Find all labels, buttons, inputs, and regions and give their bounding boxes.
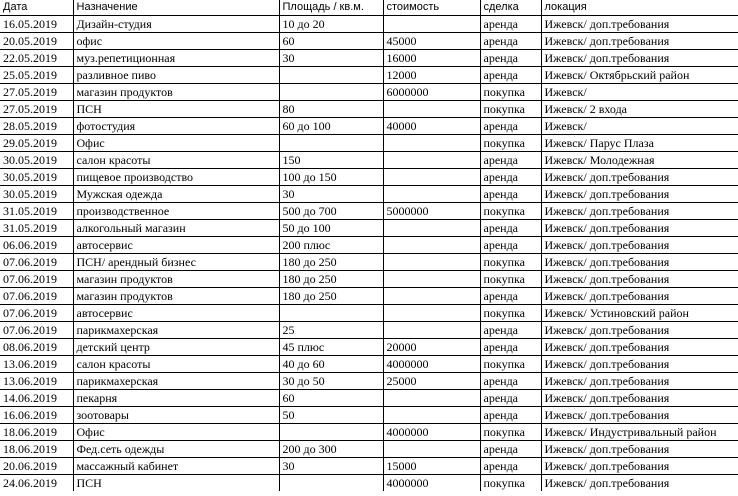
cell-cost[interactable]: 15000 [383, 458, 480, 475]
cell-cost[interactable] [383, 101, 480, 118]
cell-deal[interactable]: аренда [480, 16, 541, 33]
cell-date[interactable]: 27.05.2019 [0, 84, 73, 101]
cell-area[interactable] [279, 305, 383, 322]
cell-date[interactable]: 07.06.2019 [0, 254, 73, 271]
cell-cost[interactable] [383, 16, 480, 33]
table-row [0, 373, 738, 390]
cell-date[interactable]: 30.05.2019 [0, 169, 73, 186]
cell-date[interactable]: 18.06.2019 [0, 441, 73, 458]
cell-cost[interactable]: 25000 [383, 373, 480, 390]
table-row [0, 84, 738, 101]
cell-date[interactable]: 18.06.2019 [0, 424, 73, 441]
cell-cost[interactable] [383, 322, 480, 339]
cell-area[interactable]: 30 [279, 50, 383, 67]
cell-location[interactable]: Ижевск/ доп.требования [541, 288, 738, 305]
cell-date[interactable]: 22.05.2019 [0, 50, 73, 67]
cell-cost[interactable] [383, 135, 480, 152]
cell-deal[interactable]: покупка [480, 271, 541, 288]
table-row [0, 322, 738, 339]
cell-deal[interactable]: аренда [480, 458, 541, 475]
cell-location[interactable]: Ижевск/ доп.требования [541, 356, 738, 373]
cell-area[interactable]: 45 плюс [279, 339, 383, 356]
cell-purpose[interactable]: автосервис [73, 305, 279, 322]
table-row [0, 16, 738, 33]
cell-deal[interactable]: покупка [480, 135, 541, 152]
cell-location[interactable]: Ижевск/ доп.требования [541, 407, 738, 424]
header-date[interactable]: Дата [0, 0, 73, 16]
cell-deal[interactable]: аренда [480, 118, 541, 135]
cell-purpose[interactable]: ПСН/ арендный бизнес [73, 254, 279, 271]
cell-deal[interactable]: аренда [480, 186, 541, 203]
cell-area[interactable]: 50 до 100 [279, 220, 383, 237]
cell-deal[interactable]: покупка [480, 84, 541, 101]
cell-purpose[interactable]: Фед.сеть одежды [73, 441, 279, 458]
cell-cost[interactable]: 16000 [383, 50, 480, 67]
cell-area[interactable] [279, 84, 383, 101]
cell-purpose[interactable]: зоотовары [73, 407, 279, 424]
cell-area[interactable]: 30 до 50 [279, 373, 383, 390]
cell-area[interactable]: 80 [279, 101, 383, 118]
cell-area[interactable]: 60 [279, 33, 383, 50]
cell-area[interactable]: 180 до 250 [279, 271, 383, 288]
table-row [0, 288, 738, 305]
table-row [0, 305, 738, 322]
cell-cost[interactable] [383, 407, 480, 424]
cell-location[interactable]: Ижевск/ доп.требования [541, 254, 738, 271]
cell-deal[interactable]: аренда [480, 169, 541, 186]
cell-date[interactable]: 16.06.2019 [0, 407, 73, 424]
cell-location[interactable]: Ижевск/ Устиновский район [541, 305, 738, 322]
cell-location[interactable]: Ижевск/ Молодежная [541, 152, 738, 169]
cell-deal[interactable]: аренда [480, 390, 541, 407]
table-row [0, 237, 738, 254]
cell-location[interactable]: Ижевск/ [541, 118, 738, 135]
cell-cost[interactable] [383, 305, 480, 322]
cell-date[interactable]: 07.06.2019 [0, 305, 73, 322]
cell-area[interactable] [279, 135, 383, 152]
cell-deal[interactable]: аренда [480, 441, 541, 458]
cell-area[interactable]: 10 до 20 [279, 16, 383, 33]
table-row [0, 101, 738, 118]
table-row [0, 424, 738, 441]
table-row [0, 458, 738, 475]
table-row [0, 50, 738, 67]
cell-purpose[interactable]: пищевое производство [73, 169, 279, 186]
cell-area[interactable]: 40 до 60 [279, 356, 383, 373]
cell-date[interactable]: 30.05.2019 [0, 152, 73, 169]
cell-cost[interactable]: 12000 [383, 67, 480, 84]
cell-cost[interactable]: 4000000 [383, 424, 480, 441]
cell-area[interactable] [279, 424, 383, 441]
cell-location[interactable]: Ижевск/ Парус Плаза [541, 135, 738, 152]
cell-purpose[interactable]: массажный кабинет [73, 458, 279, 475]
cell-date[interactable]: 29.05.2019 [0, 135, 73, 152]
cell-cost[interactable] [383, 441, 480, 458]
cell-area[interactable]: 60 до 100 [279, 118, 383, 135]
cell-deal[interactable]: аренда [480, 67, 541, 84]
cell-deal[interactable]: аренда [480, 288, 541, 305]
header-row [0, 0, 738, 16]
cell-location[interactable]: Ижевск/ [541, 84, 738, 101]
cell-area[interactable]: 180 до 250 [279, 288, 383, 305]
cell-cost[interactable]: 5000000 [383, 203, 480, 220]
cell-cost[interactable] [383, 152, 480, 169]
table-row [0, 118, 738, 135]
cell-location[interactable]: Ижевск/ доп.требования [541, 237, 738, 254]
cell-location[interactable]: Ижевск/ доп.требования [541, 271, 738, 288]
cell-location[interactable]: Ижевск/ доп.требования [541, 441, 738, 458]
table-row [0, 356, 738, 373]
cell-date[interactable]: 30.05.2019 [0, 186, 73, 203]
cell-date[interactable]: 31.05.2019 [0, 203, 73, 220]
table-row [0, 135, 738, 152]
cell-location[interactable]: Ижевск/ Индустривальный район [541, 424, 738, 441]
cell-date[interactable]: 28.05.2019 [0, 118, 73, 135]
cell-location[interactable]: Ижевск/ доп.требования [541, 339, 738, 356]
header-purpose[interactable]: Назначение [73, 0, 279, 16]
cell-date[interactable]: 20.05.2019 [0, 33, 73, 50]
cell-location[interactable]: Ижевск/ доп.требования [541, 16, 738, 33]
cell-date[interactable]: 16.05.2019 [0, 16, 73, 33]
table-row [0, 441, 738, 458]
header-cost[interactable]: стоимость [383, 0, 480, 16]
cell-deal[interactable]: аренда [480, 220, 541, 237]
cell-purpose[interactable]: парикмахерская [73, 373, 279, 390]
cell-purpose[interactable]: салон красоты [73, 356, 279, 373]
cell-location[interactable]: Ижевск/ доп.требования [541, 322, 738, 339]
cell-deal[interactable]: покупка [480, 203, 541, 220]
cell-cost[interactable] [383, 288, 480, 305]
cell-purpose[interactable]: офис [73, 33, 279, 50]
cell-area[interactable]: 150 [279, 152, 383, 169]
table-row [0, 169, 738, 186]
cell-date[interactable]: 27.05.2019 [0, 101, 73, 118]
cell-cost[interactable]: 40000 [383, 118, 480, 135]
cell-area[interactable]: 30 [279, 458, 383, 475]
cell-area[interactable]: 200 плюс [279, 237, 383, 254]
table-row [0, 271, 738, 288]
cell-deal[interactable]: аренда [480, 407, 541, 424]
cell-area[interactable]: 500 до 700 [279, 203, 383, 220]
cell-date[interactable]: 07.06.2019 [0, 271, 73, 288]
cell-area[interactable]: 180 до 250 [279, 254, 383, 271]
cell-location[interactable]: Ижевск/ доп.требования [541, 390, 738, 407]
cell-purpose[interactable]: Офис [73, 135, 279, 152]
cell-purpose[interactable]: детский центр [73, 339, 279, 356]
cell-purpose[interactable]: алкогольный магазин [73, 220, 279, 237]
table-row [0, 67, 738, 84]
cell-area[interactable]: 100 до 150 [279, 169, 383, 186]
cell-location[interactable]: Ижевск/ доп.требования [541, 186, 738, 203]
cell-cost[interactable] [383, 237, 480, 254]
header-deal[interactable]: сделка [480, 0, 541, 16]
cell-cost[interactable] [383, 254, 480, 271]
table-row [0, 203, 738, 220]
cell-purpose[interactable]: ПСН [73, 101, 279, 118]
cell-location[interactable]: Ижевск/ 2 входа [541, 101, 738, 118]
cell-cost[interactable]: 6000000 [383, 84, 480, 101]
table-row [0, 339, 738, 356]
cell-deal[interactable]: покупка [480, 356, 541, 373]
header-location[interactable]: локация [541, 0, 738, 16]
cell-deal[interactable]: аренда [480, 237, 541, 254]
table-row [0, 220, 738, 237]
cell-deal[interactable]: покупка [480, 305, 541, 322]
cell-cost[interactable]: 4000000 [383, 475, 480, 492]
cell-deal[interactable]: аренда [480, 33, 541, 50]
cell-cost[interactable]: 45000 [383, 33, 480, 50]
table-row [0, 33, 738, 50]
cell-date[interactable]: 07.06.2019 [0, 322, 73, 339]
table-row [0, 254, 738, 271]
cell-cost[interactable] [383, 390, 480, 407]
cell-purpose[interactable]: Мужская одежда [73, 186, 279, 203]
cell-area[interactable] [279, 67, 383, 84]
cell-purpose[interactable]: парикмахерская [73, 322, 279, 339]
cell-deal[interactable]: аренда [480, 152, 541, 169]
cell-area[interactable]: 200 до 300 [279, 441, 383, 458]
cell-location[interactable]: Ижевск/ доп.требования [541, 203, 738, 220]
cell-location[interactable]: Ижевск/ доп.требования [544, 476, 670, 490]
cell-purpose[interactable]: производственное [73, 203, 279, 220]
cell-purpose[interactable]: магазин продуктов [73, 271, 279, 288]
cell-cost[interactable] [383, 271, 480, 288]
cell-purpose[interactable]: магазин продуктов [73, 84, 279, 101]
cell-area[interactable]: 30 [279, 186, 383, 203]
cell-cost[interactable]: 4000000 [383, 356, 480, 373]
cell-deal[interactable]: покупка [480, 101, 541, 118]
cell-deal[interactable]: покупка [480, 424, 541, 441]
cell-location[interactable]: Ижевск/ доп.требования [541, 169, 738, 186]
cell-purpose[interactable]: Офис [73, 424, 279, 441]
cell-cost[interactable] [383, 186, 480, 203]
cell-date[interactable]: 31.05.2019 [0, 220, 73, 237]
cell-location[interactable]: Ижевск/ доп.требования [541, 373, 738, 390]
cell-cost[interactable]: 20000 [383, 339, 480, 356]
cell-purpose[interactable]: Дизайн-студия [73, 16, 279, 33]
cell-cost[interactable] [383, 169, 480, 186]
table-row [0, 475, 738, 492]
cell-purpose[interactable]: магазин продуктов [73, 288, 279, 305]
cell-date[interactable]: 20.06.2019 [0, 458, 73, 475]
cell-date[interactable]: 24.06.2019 [0, 475, 73, 492]
cell-purpose[interactable]: пекарня [73, 390, 279, 407]
cell-deal[interactable]: аренда [480, 322, 541, 339]
cell-location[interactable]: Ижевск/ доп.требования [541, 458, 738, 475]
cell-deal[interactable]: аренда [480, 373, 541, 390]
cell-location[interactable]: Ижевск/ Октябрьский район [541, 67, 738, 84]
cell-date[interactable]: 07.06.2019 [0, 288, 73, 305]
cell-deal[interactable]: аренда [480, 50, 541, 67]
cell-date[interactable]: 06.06.2019 [0, 237, 73, 254]
cell-date[interactable]: 25.05.2019 [0, 67, 73, 84]
cell-date[interactable]: 13.06.2019 [0, 373, 73, 390]
cell-area[interactable] [279, 475, 383, 492]
cell-area[interactable]: 50 [279, 407, 383, 424]
cell-purpose[interactable]: муз.репетиционная [73, 50, 279, 67]
cell-date[interactable]: 14.06.2019 [0, 390, 73, 407]
table-row [0, 152, 738, 169]
cell-date[interactable]: 08.06.2019 [0, 339, 73, 356]
cell-purpose[interactable]: фотостудия [73, 118, 279, 135]
cell-area[interactable]: 60 [279, 390, 383, 407]
cell-cost[interactable] [383, 220, 480, 237]
cell-deal[interactable]: покупка [480, 254, 541, 271]
table-row [0, 407, 738, 424]
table-row [0, 186, 738, 203]
cell-location[interactable]: Ижевск/ доп.требования [541, 33, 738, 50]
cell-area[interactable]: 25 [279, 322, 383, 339]
cell-purpose[interactable]: автосервис [73, 237, 279, 254]
cell-location[interactable]: Ижевск/ доп.требования [541, 220, 738, 237]
cell-deal[interactable]: покупка [480, 475, 541, 492]
cell-deal[interactable]: аренда [480, 339, 541, 356]
cell-location[interactable]: Ижевск/ доп.требования [541, 50, 738, 67]
cell-date[interactable]: 13.06.2019 [0, 356, 73, 373]
cell-purpose[interactable]: разливное пиво [73, 67, 279, 84]
table-row [0, 390, 738, 407]
header-area[interactable]: Площадь / кв.м. [279, 0, 383, 16]
cell-purpose[interactable]: ПСН [73, 475, 279, 492]
cell-purpose[interactable]: салон красоты [73, 152, 279, 169]
